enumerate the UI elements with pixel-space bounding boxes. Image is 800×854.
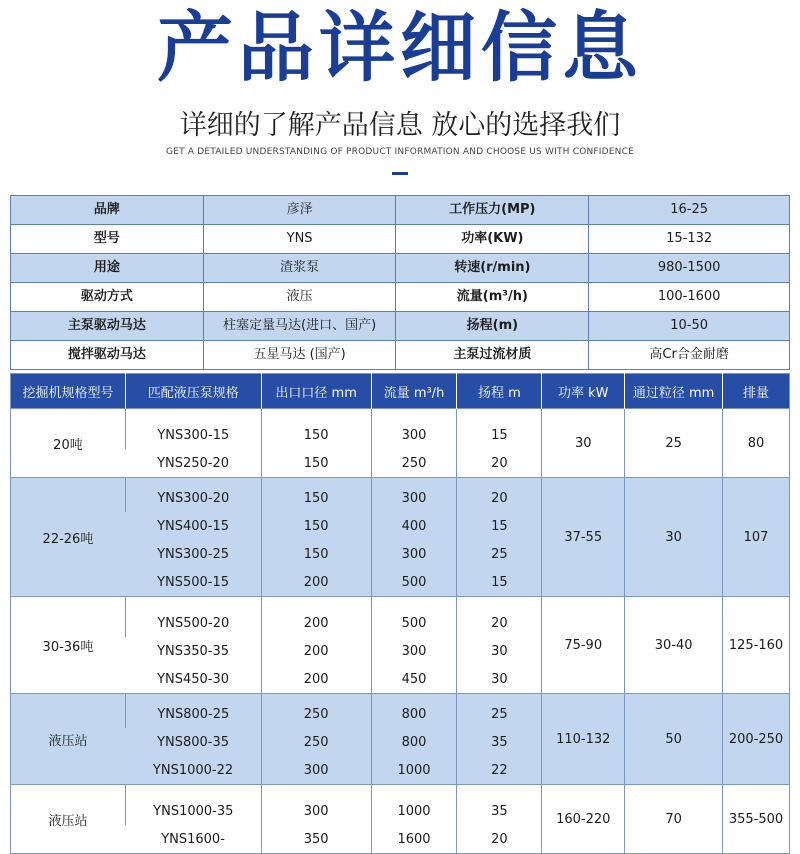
column-header: 匹配液压泵规格 bbox=[125, 374, 261, 409]
excavator-spec: 液压站 bbox=[11, 785, 126, 854]
column-header: 扬程 m bbox=[457, 374, 542, 409]
spec-row bbox=[11, 283, 790, 312]
flow-rate: 1600 bbox=[371, 825, 457, 854]
flow-rate: 300 bbox=[371, 409, 457, 450]
page-subtitle-english: GET A DETAILED UNDERSTANDING OF PRODUCT INFORMATION AND CHOOSE US WITH CONFIDENCE bbox=[166, 147, 634, 157]
displacement: 355-500 bbox=[723, 785, 790, 854]
spec-value: 15-132 bbox=[589, 225, 790, 254]
flow-rate: 1000 bbox=[371, 785, 457, 826]
spec-label: 功率(KW) bbox=[396, 225, 589, 254]
outlet-diameter: 250 bbox=[261, 728, 371, 756]
flow-rate: 800 bbox=[371, 728, 457, 756]
spec-row bbox=[11, 341, 790, 370]
table-row bbox=[11, 478, 790, 513]
head-height: 22 bbox=[457, 756, 542, 785]
outlet-diameter: 150 bbox=[261, 478, 371, 513]
flow-rate: 800 bbox=[371, 694, 457, 729]
displacement: 80 bbox=[723, 409, 790, 478]
outlet-diameter: 150 bbox=[261, 449, 371, 478]
power-kw: 30 bbox=[542, 409, 625, 478]
outlet-diameter: 150 bbox=[261, 512, 371, 540]
spec-value: 液压 bbox=[203, 283, 396, 312]
particle-size: 30 bbox=[625, 478, 723, 597]
outlet-diameter: 200 bbox=[261, 637, 371, 665]
head-height: 20 bbox=[457, 478, 542, 513]
spec-label: 驱动方式 bbox=[11, 283, 204, 312]
outlet-diameter: 250 bbox=[261, 694, 371, 729]
flow-rate: 250 bbox=[371, 449, 457, 478]
spec-row bbox=[11, 225, 790, 254]
spec-value: 彦泽 bbox=[203, 196, 396, 225]
pump-model: YNS500-20 bbox=[125, 597, 261, 638]
head-height: 30 bbox=[457, 637, 542, 665]
model-table-header bbox=[11, 374, 790, 409]
spec-row bbox=[11, 196, 790, 225]
spec-value: 16-25 bbox=[589, 196, 790, 225]
excavator-spec: 液压站 bbox=[11, 694, 126, 785]
flow-rate: 500 bbox=[371, 568, 457, 597]
model-group bbox=[11, 694, 790, 785]
spec-label: 扬程(m) bbox=[396, 312, 589, 341]
spec-value: 柱塞定量马达(进口、国产) bbox=[203, 312, 396, 341]
pump-model: YNS450-30 bbox=[125, 665, 261, 694]
power-kw: 37-55 bbox=[542, 478, 625, 597]
flow-rate: 300 bbox=[371, 478, 457, 513]
head-height: 20 bbox=[457, 597, 542, 638]
head-height: 15 bbox=[457, 512, 542, 540]
particle-size: 50 bbox=[625, 694, 723, 785]
pump-model: YNS500-15 bbox=[125, 568, 261, 597]
particle-size: 30-40 bbox=[625, 597, 723, 694]
flow-rate: 400 bbox=[371, 512, 457, 540]
column-header: 流量 m³/h bbox=[371, 374, 457, 409]
spec-label: 主泵驱动马达 bbox=[11, 312, 204, 341]
table-row bbox=[11, 785, 790, 826]
pump-model: YNS1000-35 bbox=[125, 785, 261, 826]
pump-model: YNS300-25 bbox=[125, 540, 261, 568]
particle-size: 25 bbox=[625, 409, 723, 478]
column-header: 功率 kW bbox=[542, 374, 625, 409]
head-height: 15 bbox=[457, 568, 542, 597]
spec-label: 用途 bbox=[11, 254, 204, 283]
spec-label: 型号 bbox=[11, 225, 204, 254]
pump-model: YNS350-35 bbox=[125, 637, 261, 665]
model-group bbox=[11, 597, 790, 694]
head-height: 25 bbox=[457, 540, 542, 568]
column-header: 通过粒径 mm bbox=[625, 374, 723, 409]
page-subtitle: 详细的了解产品信息 放心的选择我们 bbox=[179, 110, 621, 141]
pump-model: YNS1000-22 bbox=[125, 756, 261, 785]
flow-rate: 450 bbox=[371, 665, 457, 694]
spec-row bbox=[11, 312, 790, 341]
spec-label: 工作压力(MP) bbox=[396, 196, 589, 225]
head-height: 30 bbox=[457, 665, 542, 694]
pump-model: YNS800-35 bbox=[125, 728, 261, 756]
displacement: 107 bbox=[723, 478, 790, 597]
outlet-diameter: 200 bbox=[261, 597, 371, 638]
flow-rate: 500 bbox=[371, 597, 457, 638]
pump-model: YNS400-15 bbox=[125, 512, 261, 540]
excavator-spec: 20吨 bbox=[11, 409, 126, 478]
head-height: 35 bbox=[457, 728, 542, 756]
power-kw: 160-220 bbox=[542, 785, 625, 854]
excavator-spec: 22-26吨 bbox=[11, 478, 126, 597]
outlet-diameter: 350 bbox=[261, 825, 371, 854]
divider-dash bbox=[392, 172, 408, 175]
spec-value: 100-1600 bbox=[589, 283, 790, 312]
head-height: 25 bbox=[457, 694, 542, 729]
flow-rate: 1000 bbox=[371, 756, 457, 785]
spec-value: 980-1500 bbox=[589, 254, 790, 283]
spec-label: 搅拌驱动马达 bbox=[11, 341, 204, 370]
outlet-diameter: 200 bbox=[261, 568, 371, 597]
flow-rate: 300 bbox=[371, 637, 457, 665]
head-height: 35 bbox=[457, 785, 542, 826]
pump-model: YNS1600- bbox=[125, 825, 261, 854]
spec-value: 10-50 bbox=[589, 312, 790, 341]
power-kw: 75-90 bbox=[542, 597, 625, 694]
spec-value: YNS bbox=[203, 225, 396, 254]
head-height: 15 bbox=[457, 409, 542, 450]
outlet-diameter: 300 bbox=[261, 756, 371, 785]
model-table bbox=[10, 373, 790, 854]
model-group bbox=[11, 478, 790, 597]
spec-value: 渣浆泵 bbox=[203, 254, 396, 283]
model-group bbox=[11, 409, 790, 478]
spec-value: 五星马达 (国产) bbox=[203, 341, 396, 370]
excavator-spec: 30-36吨 bbox=[11, 597, 126, 694]
outlet-diameter: 150 bbox=[261, 409, 371, 450]
pump-model: YNS250-20 bbox=[125, 449, 261, 478]
power-kw: 110-132 bbox=[542, 694, 625, 785]
spec-label: 流量(m³/h) bbox=[396, 283, 589, 312]
displacement: 125-160 bbox=[723, 597, 790, 694]
column-header: 挖掘机规格型号 bbox=[11, 374, 126, 409]
pump-model: YNS800-25 bbox=[125, 694, 261, 729]
table-row bbox=[11, 694, 790, 729]
head-height: 20 bbox=[457, 449, 542, 478]
spec-label: 转速(r/min) bbox=[396, 254, 589, 283]
column-header: 出口口径 mm bbox=[261, 374, 371, 409]
page-title: 产品详细信息 bbox=[157, 3, 643, 92]
table-row bbox=[11, 597, 790, 638]
column-header: 排量 bbox=[723, 374, 790, 409]
outlet-diameter: 200 bbox=[261, 665, 371, 694]
table-row bbox=[11, 409, 790, 450]
model-group bbox=[11, 785, 790, 854]
head-height: 20 bbox=[457, 825, 542, 854]
spec-table bbox=[10, 195, 790, 370]
spec-label: 品牌 bbox=[11, 196, 204, 225]
pump-model: YNS300-20 bbox=[125, 478, 261, 513]
displacement: 200-250 bbox=[723, 694, 790, 785]
pump-model: YNS300-15 bbox=[125, 409, 261, 450]
flow-rate: 300 bbox=[371, 540, 457, 568]
outlet-diameter: 150 bbox=[261, 540, 371, 568]
spec-row bbox=[11, 254, 790, 283]
outlet-diameter: 300 bbox=[261, 785, 371, 826]
spec-value: 高Cr合金耐磨 bbox=[589, 341, 790, 370]
particle-size: 70 bbox=[625, 785, 723, 854]
spec-label: 主泵过流材质 bbox=[396, 341, 589, 370]
